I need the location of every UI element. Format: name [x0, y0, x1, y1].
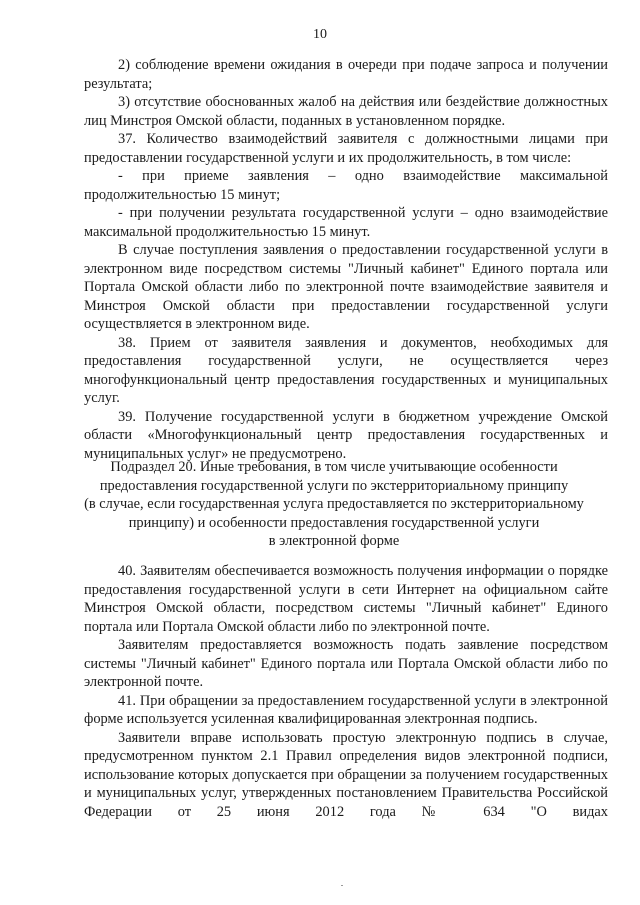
heading-line: Подраздел 20. Иные требования, в том числе учитывающие особенности	[110, 459, 558, 475]
paragraph-reception-duration: - при приеме заявления – одно взаимодействие максимальной продолжительностью 15 минут;	[84, 168, 608, 203]
paragraph-41: 41. При обращении за предоставлением государственной услуги в электронной форме используется усиленная квалифицированная электронная подпись.	[84, 692, 608, 727]
heading-line: (в случае, если государственная услуга предоставляется по экстерриториальному	[84, 496, 584, 512]
paragraph-electronic-interaction: В случае поступления заявления о предоставлении государственной услуги в электронном виде посредством системы "Личный кабинет" Единого портала или Портала Омской области либо по электронной почте взаимодействие заявителя и Минстроя Омской области при предоставлении государственной услуги осуществляется в электронном виде.	[84, 242, 608, 332]
scan-mark	[341, 885, 343, 886]
text-block-bottom	[84, 562, 608, 821]
paragraph-38: 38. Прием от заявителя заявления и документов, необходимых для предоставления государственной услуги, не осуществляется через многофункциональный центр предоставления государственных и муниципальных услуг.	[84, 334, 608, 406]
paragraph-item-2: 2) соблюдение времени ожидания в очереди при подаче запроса и получении результата;	[84, 57, 608, 92]
text-block-top	[84, 56, 608, 463]
paragraph-submission-possibility: Заявителям предоставляется возможность подать заявление посредством системы "Личный кабинет" Единого портала или Портала Омской области либо по электронной почте.	[84, 637, 608, 690]
heading-line: в электронной форме	[268, 533, 400, 549]
subsection-20-heading	[60, 458, 608, 551]
paragraph-item-3: 3) отсутствие обоснованных жалоб на действия или бездействие должностных лиц Минстроя Омской области, поданных в установленном порядке.	[84, 94, 608, 129]
page-number: 10	[313, 27, 327, 42]
heading-line: предоставления государственной услуги по экстерриториальному принципу	[99, 477, 569, 494]
paragraph-37: 37. Количество взаимодействий заявителя с должностными лицами при предоставлении государственной услуги и их продолжительность, в том числе:	[84, 131, 608, 166]
paragraph-40: 40. Заявителям обеспечивается возможность получения информации о порядке предоставления государственной услуги в сети Интернет на официальном сайте Минстроя Омской области, посредством системы "Личный кабинет" Единого портала или Портала Омской области либо по электронной почте.	[84, 563, 608, 635]
paragraph-39: 39. Получение государственной услуги в бюджетном учреждение Омской области «Многофункциональный центр предоставления государственных и муниципальных услуг» не предусмотрено.	[84, 408, 608, 462]
heading-line: принципу) и особенности предоставления государственной услуги	[128, 514, 540, 531]
paragraph-result-duration: - при получении результата государственной услуги – одно взаимодействие максимальной продолжительностью 15 минут.	[84, 205, 608, 240]
paragraph-simple-signature: Заявители вправе использовать простую электронную подпись в случае, предусмотренном пунктом 2.1 Правил определения видов электронной подписи, использование которых допускается при обращении за получением государственных и муниципальных услуг, утвержденных постановлением Правительства Российской Федерации от 25 июня 2012 года № 634 "О видах	[84, 729, 608, 820]
